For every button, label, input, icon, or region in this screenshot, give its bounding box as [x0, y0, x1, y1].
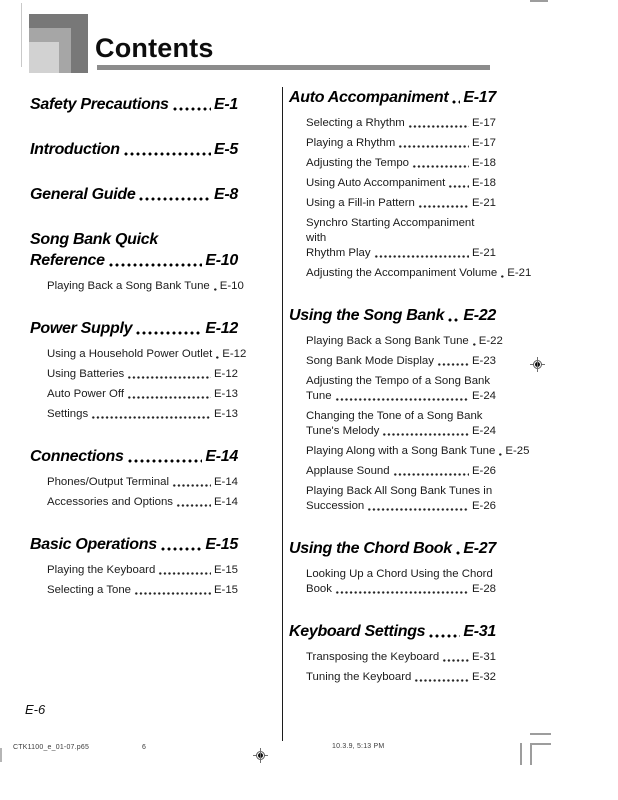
entry-row: [306, 196, 496, 211]
entry-label: Using a Household Power Outlet: [47, 348, 213, 360]
dot-leader: [412, 156, 469, 171]
entry-page-ref: E-13: [213, 408, 238, 420]
entry-label: Tune's Melody: [306, 425, 380, 437]
entry-row: [306, 650, 496, 665]
section-title: Using the Song Bank: [289, 307, 445, 324]
entry-label: Auto Power Off: [47, 388, 125, 400]
page-number-label: E-6: [25, 702, 46, 717]
section-title: Introduction: [30, 141, 120, 158]
toc-entry: [289, 374, 496, 404]
dot-leader: [123, 139, 211, 160]
dot-leader: [367, 499, 469, 514]
section-title: Auto Accompaniment: [289, 89, 449, 106]
entry-row: [306, 354, 496, 369]
column-divider: [282, 87, 283, 741]
entry-label: Transposing the Keyboard: [306, 651, 440, 663]
footer-filename: CTK1100_e_01-07.p65: [13, 744, 90, 751]
entry-row: [47, 279, 244, 294]
entry-row: [306, 116, 496, 131]
entry-label-line: Changing the Tone of a Song Bank: [306, 410, 483, 422]
dot-leader: [135, 318, 202, 339]
section-items: [30, 347, 247, 422]
dot-leader: [455, 538, 461, 559]
entry-label: Playing Back a Song Bank Tune: [47, 280, 210, 292]
dot-leader: [172, 94, 211, 115]
dot-leader: [414, 670, 469, 685]
entry-row: [47, 347, 247, 362]
entry-page-ref: E-12: [213, 368, 238, 380]
entry-page-ref: E-17: [471, 117, 496, 129]
entry-row: [47, 387, 238, 402]
section-title-row: [289, 305, 496, 326]
crop-mark-top-tick: [530, 0, 548, 2]
section-items: [289, 567, 496, 597]
section-title-line: Song Bank Quick: [30, 231, 158, 248]
section-title: Keyboard Settings: [289, 623, 426, 640]
entry-page-ref: E-26: [471, 500, 496, 512]
toc-entry: [289, 266, 532, 281]
crop-mark-br-h2: [530, 743, 551, 745]
entry-label: Tuning the Keyboard: [306, 671, 412, 683]
toc-section: [289, 305, 530, 514]
dot-leader: [428, 621, 460, 642]
registration-mark-bottom-icon: [253, 748, 268, 763]
toc-entry: [289, 650, 496, 665]
entry-page-ref: E-14: [213, 476, 238, 488]
section-title: Basic Operations: [30, 536, 157, 553]
section-title-row: [289, 538, 496, 559]
section-page-ref: E-31: [463, 623, 496, 640]
section-page-ref: E-17: [463, 89, 496, 106]
decorative-squares-logo: [29, 14, 88, 73]
entry-page-ref: E-21: [507, 267, 532, 279]
toc-entry: [30, 563, 238, 578]
entry-row: [47, 495, 238, 510]
section-page-ref: E-27: [463, 540, 496, 557]
section-title: Safety Precautions: [30, 96, 169, 113]
toc-entry: [30, 475, 238, 490]
entry-page-ref: E-10: [219, 280, 244, 292]
entry-row: [306, 334, 503, 349]
toc-entry: [30, 583, 238, 598]
entry-label-line: Playing Back All Song Bank Tunes in: [306, 485, 493, 497]
registration-mark-right-icon: [530, 357, 545, 372]
entry-label: Adjusting the Accompaniment Volume: [306, 267, 498, 279]
entry-label: Book: [306, 583, 332, 595]
toc-entry: [289, 484, 496, 514]
entry-page-ref: E-32: [471, 671, 496, 683]
dot-leader: [172, 475, 211, 490]
entry-row: [306, 424, 496, 439]
section-title-row: [30, 250, 238, 271]
entry-row: [306, 246, 496, 261]
entry-label-line: Adjusting the Tempo of a Song Bank: [306, 375, 491, 387]
entry-label: Settings: [47, 408, 89, 420]
toc-entry: [30, 387, 238, 402]
registration-dot: [535, 362, 540, 367]
title-underline-bar: [97, 65, 490, 70]
entry-label: Playing Back a Song Bank Tune: [306, 335, 469, 347]
toc-entry: [289, 334, 503, 349]
toc-section: [30, 94, 238, 115]
entry-label-line: Synchro Starting Accompaniment with: [306, 217, 475, 244]
toc-entry: [30, 367, 238, 382]
entry-page-ref: E-18: [471, 177, 496, 189]
entry-label: Playing a Rhythm: [306, 137, 396, 149]
entry-page-ref: E-26: [471, 465, 496, 477]
section-title: Power Supply: [30, 320, 133, 337]
dot-leader: [127, 367, 211, 382]
section-title-row: [30, 534, 238, 555]
dot-leader: [398, 136, 469, 151]
entry-page-ref: E-22: [478, 335, 503, 347]
entry-row: [306, 266, 532, 281]
toc-section: [30, 534, 238, 598]
entry-page-ref: E-24: [471, 425, 496, 437]
page-title: Contents: [95, 33, 214, 63]
entry-page-ref: E-28: [471, 583, 496, 595]
section-items: [289, 116, 532, 281]
entry-row: [306, 389, 496, 404]
toc-entry: [289, 176, 496, 191]
section-page-ref: E-8: [214, 186, 238, 203]
toc-section: [289, 87, 532, 281]
toc-entry: [289, 216, 496, 261]
entry-page-ref: E-21: [471, 247, 496, 259]
dot-leader: [127, 387, 211, 402]
dot-leader: [451, 87, 460, 108]
entry-page-ref: E-25: [505, 445, 530, 457]
section-page-ref: E-5: [214, 141, 238, 158]
entry-page-ref: E-15: [213, 584, 238, 596]
entry-row: [306, 670, 496, 685]
registration-dot: [258, 753, 263, 758]
entry-label-line: Looking Up a Chord Using the Chord: [306, 568, 493, 580]
entry-label: Playing Along with a Song Bank Tune: [306, 445, 496, 457]
dot-leader: [335, 389, 469, 404]
entry-row: [306, 499, 496, 514]
logo-light-square: [29, 42, 59, 73]
entry-label: Using Batteries: [47, 368, 125, 380]
dot-leader: [91, 407, 211, 422]
dot-leader: [160, 534, 203, 555]
dot-leader: [215, 347, 219, 362]
entry-label: Rhythm Play: [306, 247, 371, 259]
section-items: [30, 279, 244, 294]
dot-leader: [448, 176, 469, 191]
left-edge-mark: [21, 3, 22, 67]
entry-page-ref: E-17: [471, 137, 496, 149]
toc-entry: [289, 354, 496, 369]
toc-section: [30, 229, 244, 294]
section-page-ref: E-14: [205, 448, 238, 465]
dot-leader: [437, 354, 469, 369]
dot-leader: [374, 246, 469, 261]
section-items: [30, 563, 238, 598]
dot-leader: [500, 266, 504, 281]
entry-row: [47, 407, 238, 422]
entry-label: Song Bank Mode Display: [306, 355, 434, 367]
entry-label: Selecting a Tone: [47, 584, 132, 596]
entry-page-ref: E-31: [471, 651, 496, 663]
dot-leader: [213, 279, 217, 294]
dot-leader: [442, 650, 469, 665]
entry-page-ref: E-18: [471, 157, 496, 169]
entry-row: [306, 156, 496, 171]
section-items: [289, 650, 496, 685]
toc-section: [289, 538, 496, 597]
dot-leader: [472, 334, 476, 349]
section-title: Using the Chord Book: [289, 540, 452, 557]
entry-row: [306, 464, 496, 479]
toc-section: [30, 184, 238, 205]
entry-row: [47, 367, 238, 382]
dot-leader: [408, 116, 469, 131]
dot-leader: [447, 305, 460, 326]
toc-entry: [289, 136, 496, 151]
section-title-row: [30, 318, 238, 339]
section-title-row: [30, 139, 238, 160]
section-title-row: [30, 94, 238, 115]
entry-page-ref: E-24: [471, 390, 496, 402]
entry-label: Phones/Output Terminal: [47, 476, 169, 488]
section-title: Reference: [30, 252, 105, 269]
section-title-row: [30, 446, 238, 467]
section-items: [289, 334, 530, 514]
section-title: Connections: [30, 448, 124, 465]
entry-row: [47, 475, 238, 490]
entry-row: [306, 136, 496, 151]
entry-page-ref: E-21: [471, 197, 496, 209]
footer-sheet-number: 6: [142, 744, 146, 751]
toc-entry: [289, 670, 496, 685]
dot-leader: [138, 184, 211, 205]
toc-right-column: [289, 87, 532, 685]
entry-label: Playing the Keyboard: [47, 564, 156, 576]
section-title-row: [289, 87, 496, 108]
toc-left-column: [30, 94, 247, 598]
section-page-ref: E-22: [463, 307, 496, 324]
section-page-ref: E-15: [205, 536, 238, 553]
toc-entry: [289, 409, 496, 439]
entry-page-ref: E-15: [213, 564, 238, 576]
toc-section: [289, 621, 496, 685]
entry-label: Accessories and Options: [47, 496, 173, 508]
entry-row: [306, 176, 496, 191]
crop-mark-br-v1: [520, 743, 522, 765]
toc-entry: [289, 444, 530, 459]
entry-label: Using Auto Accompaniment: [306, 177, 446, 189]
entry-label: Applause Sound: [306, 465, 390, 477]
entry-label: Adjusting the Tempo: [306, 157, 410, 169]
toc-entry: [30, 347, 247, 362]
toc-entry: [289, 156, 496, 171]
toc-entry: [289, 196, 496, 211]
section-page-ref: E-12: [205, 320, 238, 337]
toc-entry: [30, 407, 238, 422]
section-title-row: [289, 621, 496, 642]
toc-entry: [289, 567, 496, 597]
entry-label: Succession: [306, 500, 365, 512]
dot-leader: [335, 582, 469, 597]
toc-entry: [289, 116, 496, 131]
dot-leader: [127, 446, 203, 467]
section-title-row: [30, 184, 238, 205]
dot-leader: [498, 444, 502, 459]
entry-label: Using a Fill-in Pattern: [306, 197, 415, 209]
crop-mark-br-h1: [530, 733, 551, 735]
entry-row: [47, 563, 238, 578]
dot-leader: [134, 583, 211, 598]
dot-leader: [393, 464, 469, 479]
toc-entry: [30, 279, 244, 294]
section-items: [30, 475, 238, 510]
toc-section: [30, 446, 238, 510]
toc-section: [30, 139, 238, 160]
entry-page-ref: E-12: [222, 348, 247, 360]
crop-mark-br-v2: [530, 743, 532, 765]
entry-row: [306, 444, 530, 459]
section-title: General Guide: [30, 186, 136, 203]
crop-mark-left-tick: [0, 748, 2, 762]
entry-label: Tune: [306, 390, 332, 402]
footer-datetime: 10.3.9, 5:13 PM: [332, 743, 385, 750]
entry-row: [47, 583, 238, 598]
section-page-ref: E-1: [214, 96, 238, 113]
toc-entry: [30, 495, 238, 510]
entry-label: Selecting a Rhythm: [306, 117, 405, 129]
toc-entry: [289, 464, 496, 479]
dot-leader: [176, 495, 211, 510]
entry-page-ref: E-13: [213, 388, 238, 400]
entry-page-ref: E-14: [213, 496, 238, 508]
dot-leader: [158, 563, 211, 578]
dot-leader: [382, 424, 469, 439]
toc-section: [30, 318, 247, 422]
entry-page-ref: E-23: [471, 355, 496, 367]
dot-leader: [108, 250, 203, 271]
section-page-ref: E-10: [205, 252, 238, 269]
entry-row: [306, 582, 496, 597]
dot-leader: [418, 196, 469, 211]
